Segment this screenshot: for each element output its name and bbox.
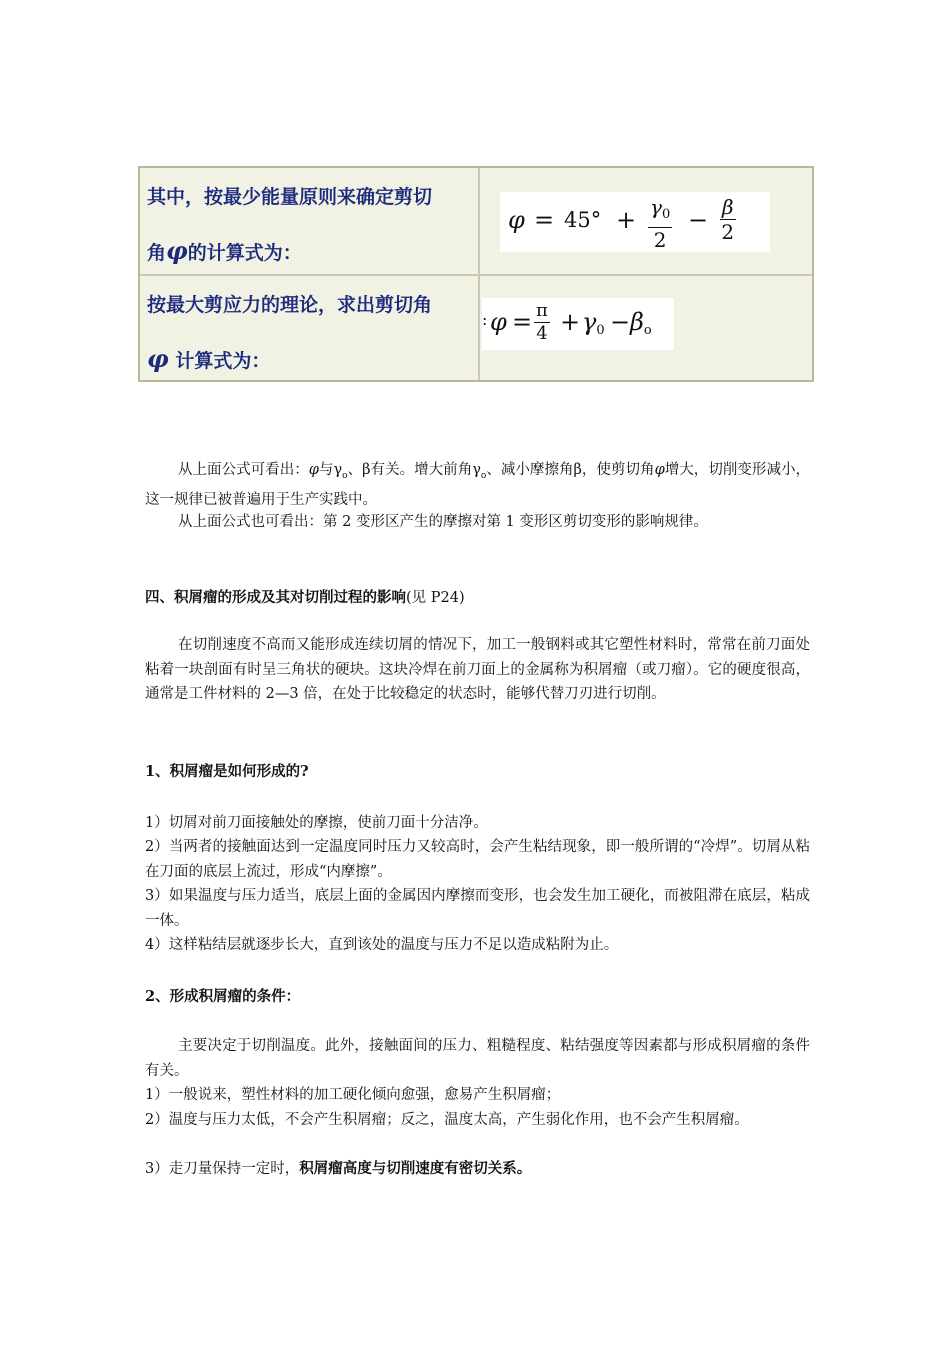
row2-line2: φ 计算式为：	[147, 344, 271, 373]
fraction-beta: $\frac{\beta}{2}$	[721, 195, 735, 244]
row1-description	[140, 168, 480, 274]
row2-description	[140, 276, 480, 380]
list-item: 2）当两者的接触面达到一定温度同时压力又较高时，会产生粘结现象，即一般所谓的“冷焊”。切屑从粘在刀面的底层上流过，形成“内摩擦”。	[145, 839, 810, 880]
fraction-gamma: $\frac{\gamma_0}{2}$	[650, 195, 671, 252]
paragraph-formula-note: 从上面公式可看出：φ与$\gamma_o$、β有关。增大前角$\gamma_o$、减小摩擦角β，使剪切角φ增大，切削变形减小，这一规律已被普遍用于生产实践中。	[145, 462, 810, 509]
subheading-formation: 1、积屑瘤是如何形成的?	[145, 763, 309, 780]
row1-line2: 角φ的计算式为：	[147, 236, 302, 265]
paragraph-conditions: 主要决定于切削温度。此外，接触面间的压力、粗糙程度、粘结强度等因素都与形成积屑瘤的条件有关。	[145, 1038, 810, 1079]
formula-table	[138, 166, 814, 382]
paragraph-friction-influence: 从上面公式也可看出：第 2 变形区产生的摩擦对第 1 变形区剪切变形的影响规律。	[178, 514, 708, 530]
list-item: 1）切屑对前刀面接触处的摩擦，使前刀面十分洁净。	[145, 815, 488, 831]
list-item: 1）一般说来，塑性材料的加工硬化倾向愈强，愈易产生积屑瘤；	[145, 1087, 561, 1103]
list-item: 3）如果温度与压力适当，底层上面的金属因内摩擦而变形，也会发生加工硬化，而被阻滞在底层，粘成一体。	[145, 888, 810, 929]
row1-line1: 其中，按最少能量原则来确定剪切	[147, 186, 433, 208]
subheading-conditions: 2、形成积屑瘤的条件：	[145, 988, 301, 1005]
list-item: 4）这样粘结层就逐步长大，直到该处的温度与压力不足以造成粘附为止。	[145, 937, 619, 953]
phi-symbol: φ	[147, 344, 169, 373]
section-heading-4: 四、积屑瘤的形成及其对切削过程的影响(见 P24)	[145, 589, 465, 606]
formula-min-energy: φ = 45° + $\frac{\gamma_0}{2}$ − $\frac{\beta}{2}$	[500, 192, 770, 252]
list-item: 2）温度与压力太低，不会产生积屑瘤；反之，温度太高，产生弱化作用，也不会产生积屑瘤。	[145, 1112, 749, 1128]
table-row	[140, 168, 812, 276]
phi-symbol: φ	[166, 236, 188, 265]
paragraph-bue-definition: 在切削速度不高而又能形成连续切屑的情况下，加工一般钢料或其它塑性材料时，常常在前刀面处粘着一块剖面有时呈三角状的硬块。这块冷焊在前刀面上的金属称为积屑瘤（或刀瘤）。它的硬度很高，通常是工件材料的 2—3 倍，在处于比较稳定的状态时，能够代替刀刃进行切削。	[145, 637, 810, 702]
row2-line1: 按最大剪应力的理论，求出剪切角	[147, 294, 433, 316]
table-row	[140, 276, 812, 380]
list-item: 3）走刀量保持一定时，积屑瘤高度与切削速度有密切关系。	[145, 1160, 532, 1177]
formula-max-shear: : φ = $\frac{\pi}{4}$ + $\gamma_0$ − $\beta_o$	[482, 298, 674, 350]
fraction-pi: $\frac{\pi}{4}$	[536, 300, 548, 344]
